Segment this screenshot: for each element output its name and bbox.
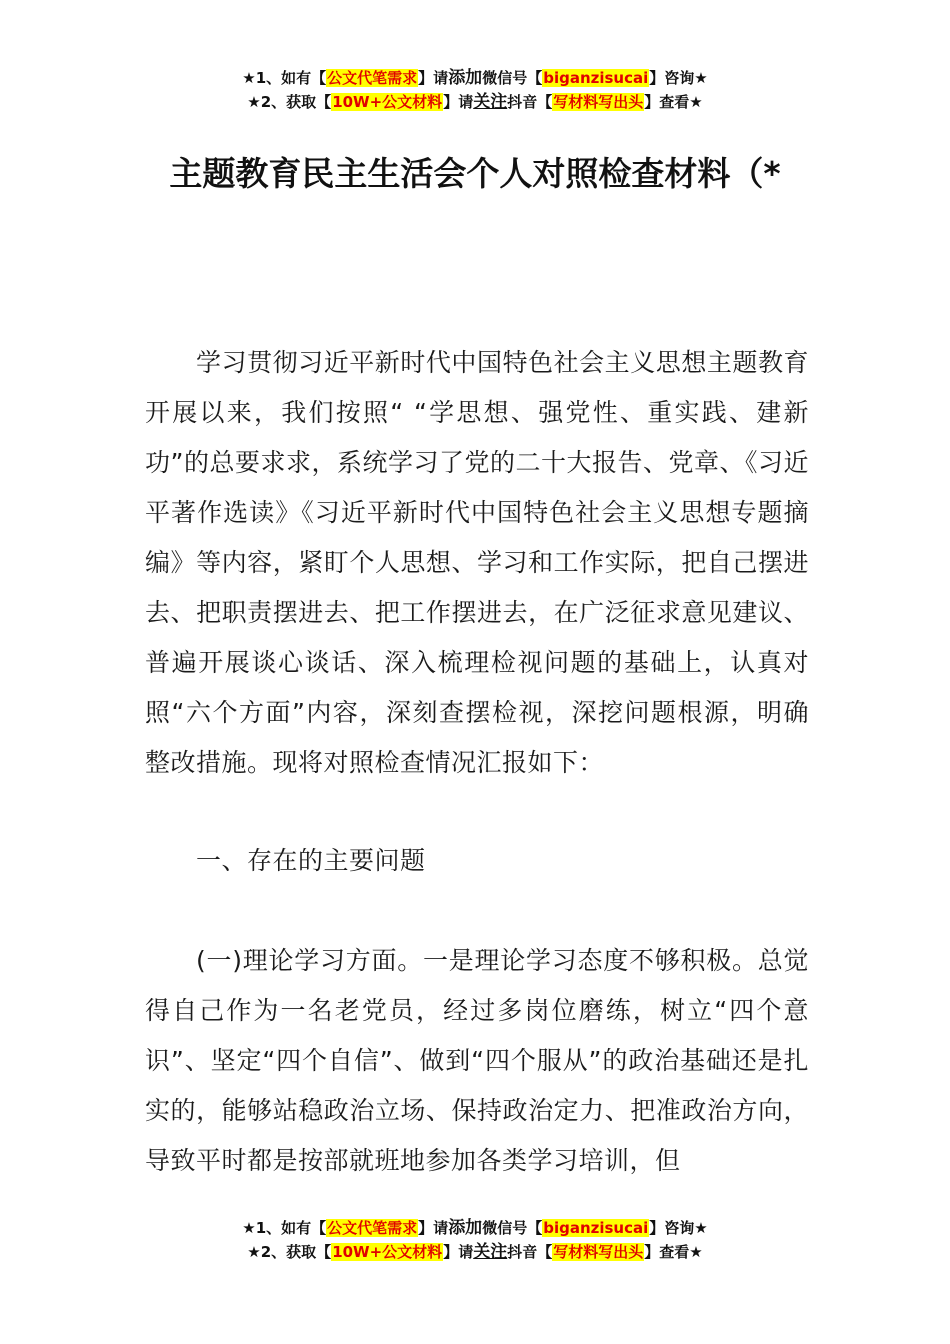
banner-emphasis: 关注 [473,1242,508,1262]
banner-highlight: 公文代笔需求 [327,1219,418,1237]
banner-text: 】咨询★ [649,69,708,87]
banner-highlight: 公文代笔需求 [327,69,418,87]
banner-text: 】请 [418,1219,449,1237]
banner-highlight: biganzisucai [543,1219,649,1237]
banner-text: ★2、获取【 [247,93,332,111]
banner-line-1 [0,66,950,90]
banner-highlight: biganzisucai [543,69,649,87]
banner-text: 抖音【 [507,93,553,111]
banner-text: 微信号【 [482,1219,543,1237]
banner-highlight: 10W+公文材料 [332,93,443,111]
banner-text: 】咨询★ [649,1219,708,1237]
banner-line-2 [0,90,950,114]
section-paragraph: (一)理论学习方面。一是理论学习态度不够积极。总觉得自己作为一名老党员，经过多岗位磨练，树立“四个意识”、坚定“四个自信”、做到“四个服从”的政治基础还是扎实的，能够站稳政治立场、保持政治定力、把准政治方向，导致平时都是按部就班地参加各类学习培训，但 [145,946,809,1175]
banner-line-1 [0,1216,950,1240]
header-banner [0,66,950,114]
banner-highlight: 写材料写出头 [553,93,644,111]
banner-line-2 [0,1240,950,1264]
banner-text: ★1、如有【 [242,1219,327,1237]
banner-emphasis: 添加 [448,68,483,88]
banner-text: 抖音【 [507,1243,553,1261]
banner-text: 微信号【 [482,69,543,87]
banner-highlight: 写材料写出头 [553,1243,644,1261]
banner-text: ★1、如有【 [242,69,327,87]
banner-highlight: 10W+公文材料 [332,1243,443,1261]
section-heading: 一、存在的主要问题 [196,846,426,875]
banner-text: 】查看★ [644,1243,703,1261]
footer-banner [0,1216,950,1264]
banner-text: 】请 [418,69,449,87]
banner-emphasis: 添加 [448,1218,483,1238]
banner-text: 】查看★ [644,93,703,111]
document-title: 主题教育民主生活会个人对照检查材料（* [169,154,781,193]
banner-text: ★2、获取【 [247,1243,332,1261]
intro-paragraph: 学习贯彻习近平新时代中国特色社会主义思想主题教育开展以来，我们按照“ “学思想、强党性、重实践、建新功”的总要求求，系统学习了党的二十大报告、党章、《习近平著作选读》《习近平新时代中国特色社会主义思想专题摘编》等内容，紧盯个人思想、学习和工作实际，把自己摆进去、把职责摆进去、把工作摆进去，在广泛征求意见建议、普遍开展谈心谈话、深入梳理检视问题的基础上，认真对照“六个方面”内容，深刻查摆检视，深挖问题根源，明确整改措施。现将对照检查情况汇报如下： [145,348,809,777]
banner-text: 】请 [443,93,474,111]
banner-emphasis: 关注 [473,92,508,112]
banner-text: 】请 [443,1243,474,1261]
